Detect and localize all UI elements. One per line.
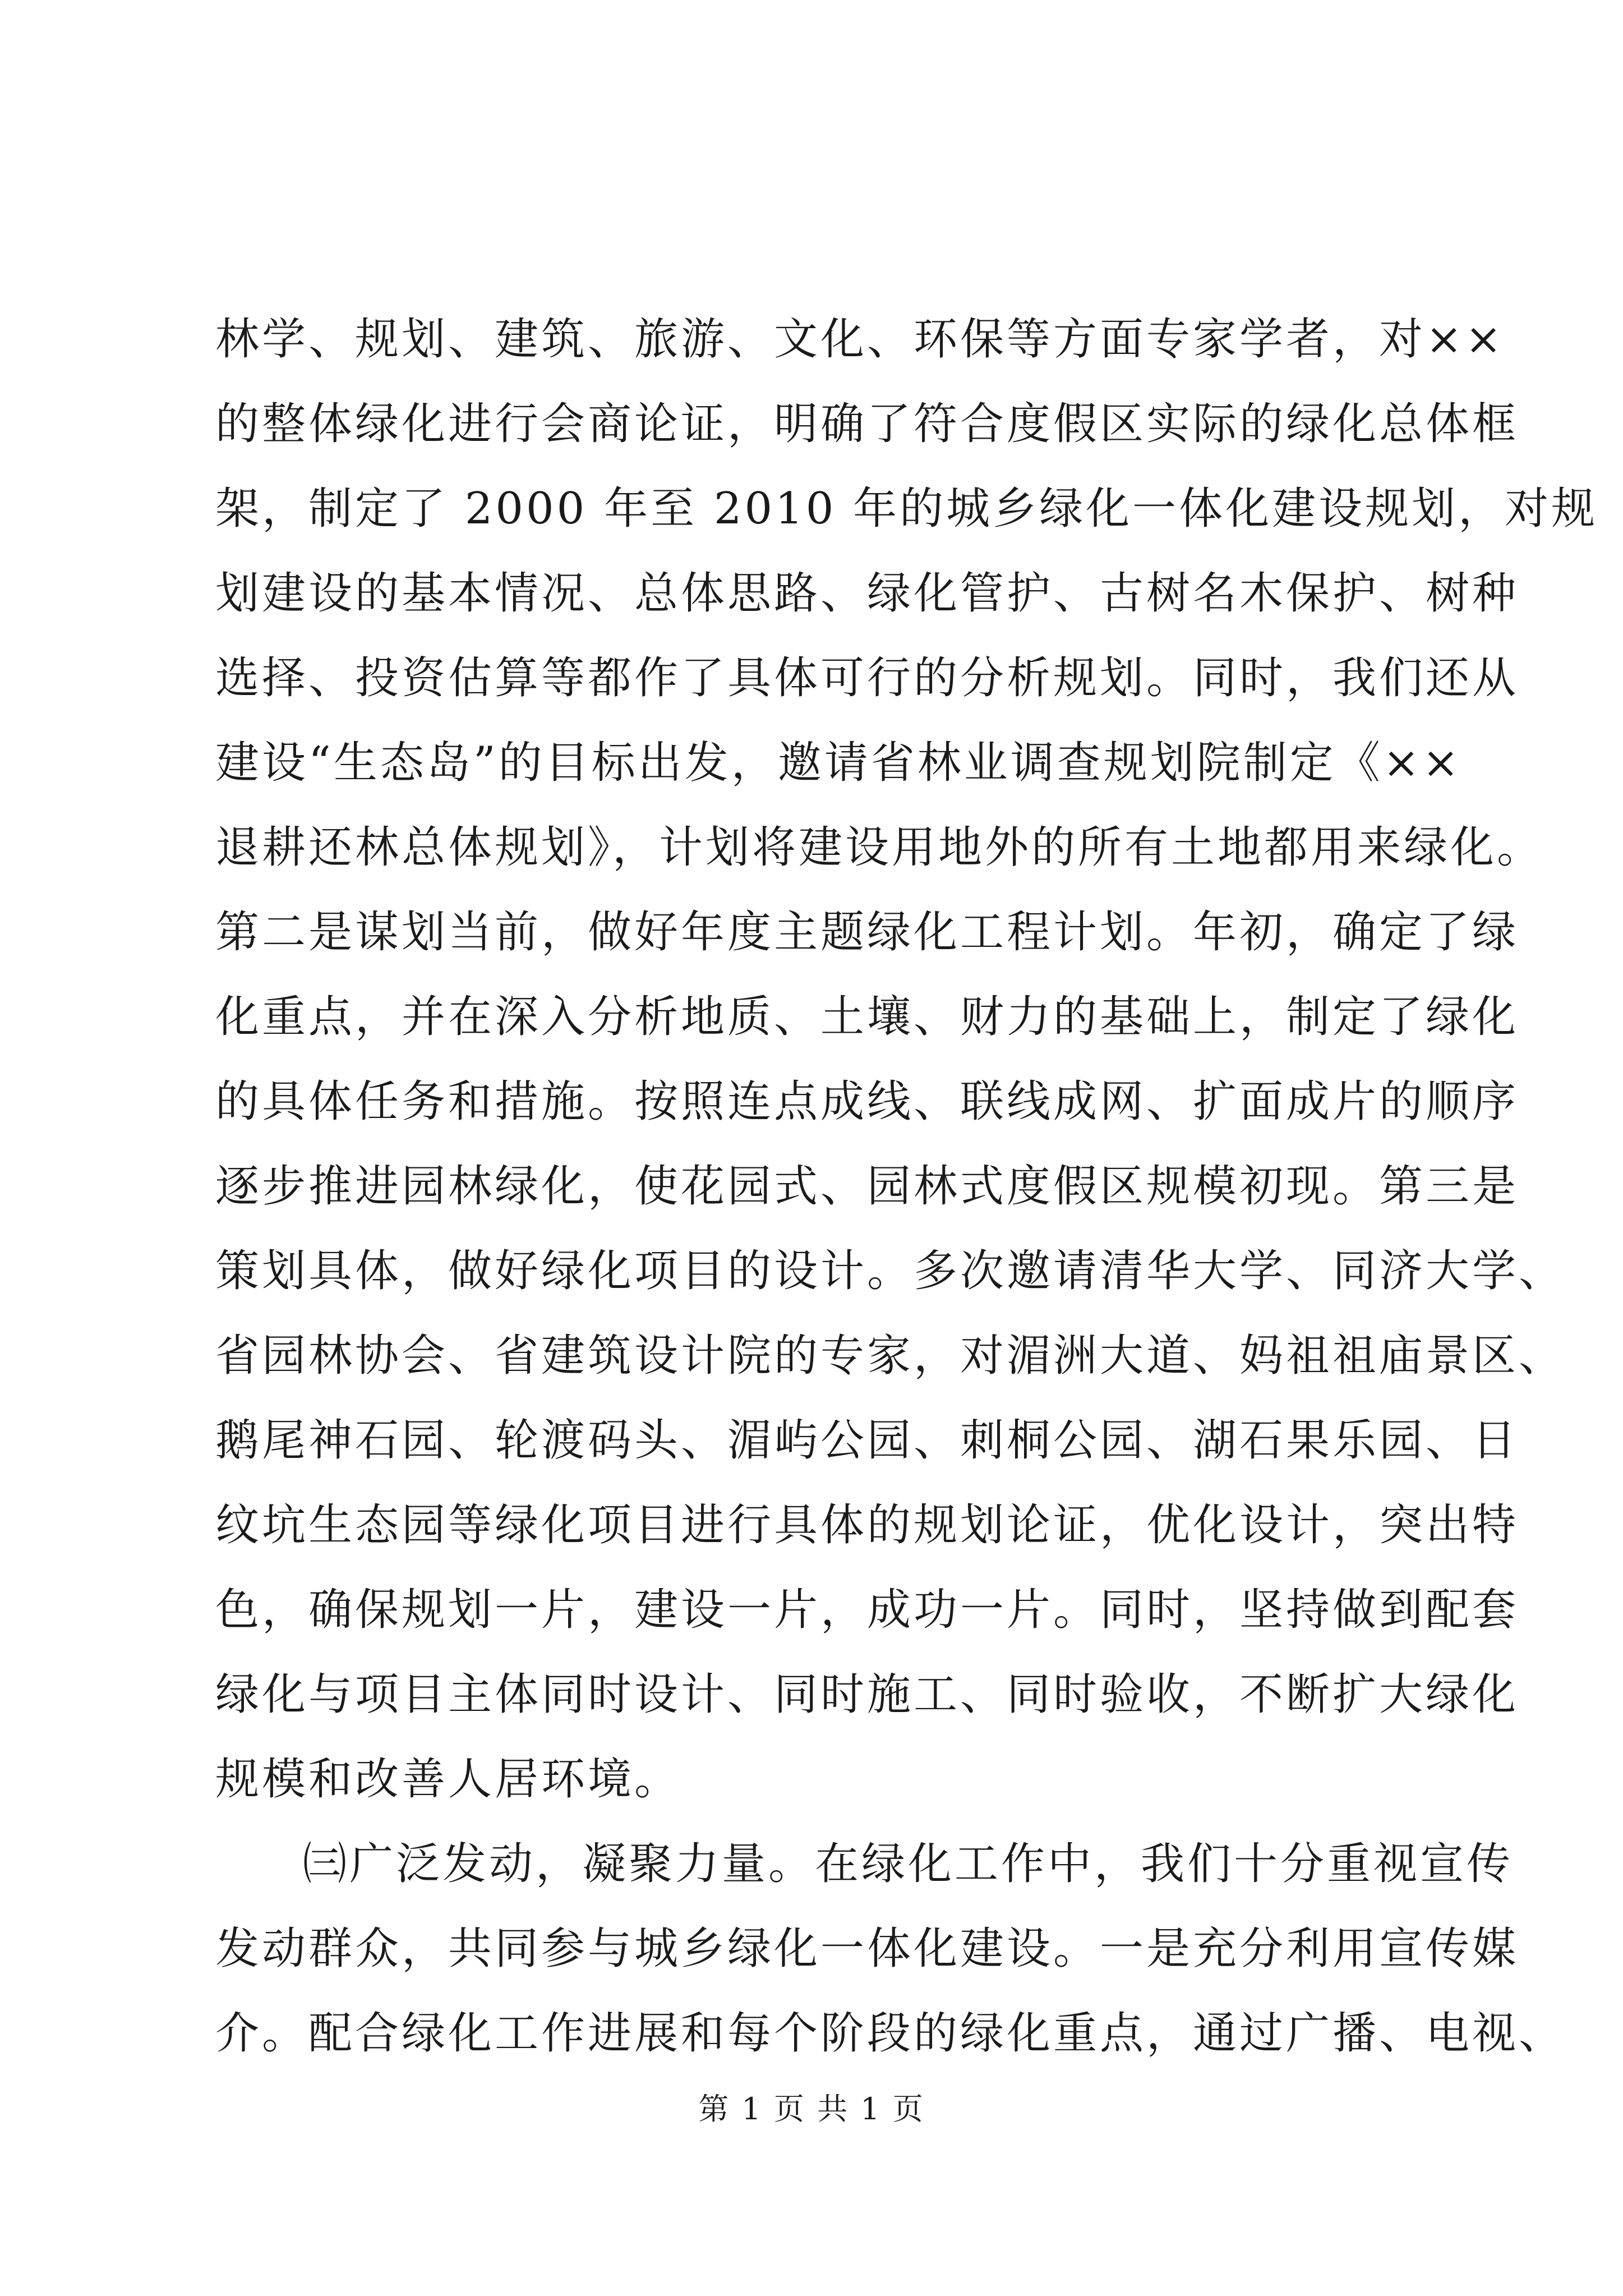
text-line: 林学、规划、建筑、旅游、文化、环保等方面专家学者，对×× [215, 314, 1505, 365]
body-text [215, 297, 1598, 2076]
text-line: 架，制定了 2000 年至 2010 年的城乡绿化一体化建设规划，对规 [215, 484, 1598, 534]
text-line: 策划具体，做好绿化项目的设计。多次邀请清华大学、同济大学、 [215, 1246, 1566, 1296]
text-line: 色，确保规划一片，建设一片，成功一片。同时，坚持做到配套 [215, 1585, 1519, 1635]
text-line: 选择、投资估算等都作了具体可行的分析规划。同时，我们还从 [215, 653, 1519, 703]
text-line: 化重点，并在深入分析地质、土壤、财力的基础上，制定了绿化 [215, 992, 1519, 1042]
text-line: 的整体绿化进行会商论证，明确了符合度假区实际的绿化总体框 [215, 399, 1519, 449]
text-line: 的具体任务和措施。按照连点成线、联线成网、扩面成片的顺序 [215, 1076, 1519, 1127]
text-line: 介。配合绿化工作进展和每个阶段的绿化重点，通过广播、电视、 [215, 2008, 1566, 2059]
text-line: 退耕还林总体规划》，计划将建设用地外的所有土地都用来绿化。 [215, 822, 1544, 873]
text-line: 规模和改善人居环境。 [215, 1754, 681, 1805]
section-heading-line: ㈢广泛发动，凝聚力量。在绿化工作中，我们十分重视宣传 [303, 1839, 1514, 1889]
text-line: 鹅尾神石园、轮渡码头、湄屿公园、刺桐公园、湖石果乐园、日 [215, 1415, 1519, 1466]
text-line: 划建设的基本情况、总体思路、绿化管护、古树名木保护、树种 [215, 568, 1519, 619]
text-line: 省园林协会、省建筑设计院的专家，对湄洲大道、妈祖祖庙景区、 [215, 1331, 1566, 1381]
text-line: 绿化与项目主体同时设计、同时施工、同时验收，不断扩大绿化 [215, 1669, 1519, 1720]
page-footer: 第 1 页 共 1 页 [698, 2091, 925, 2127]
text-line: 逐步推进园林绿化，使花园式、园林式度假区规模初现。第三是 [215, 1161, 1519, 1212]
text-line: 纹坑生态园等绿化项目进行具体的规划论证，优化设计，突出特 [215, 1500, 1519, 1550]
text-line: 发动群众，共同参与城乡绿化一体化建设。一是充分利用宣传媒 [215, 1924, 1519, 1974]
text-line: 建设“生态岛”的目标出发，邀请省林业调查规划院制定《×× [215, 738, 1462, 788]
text-line: 第二是谋划当前，做好年度主题绿化工程计划。年初，确定了绿 [215, 907, 1519, 958]
